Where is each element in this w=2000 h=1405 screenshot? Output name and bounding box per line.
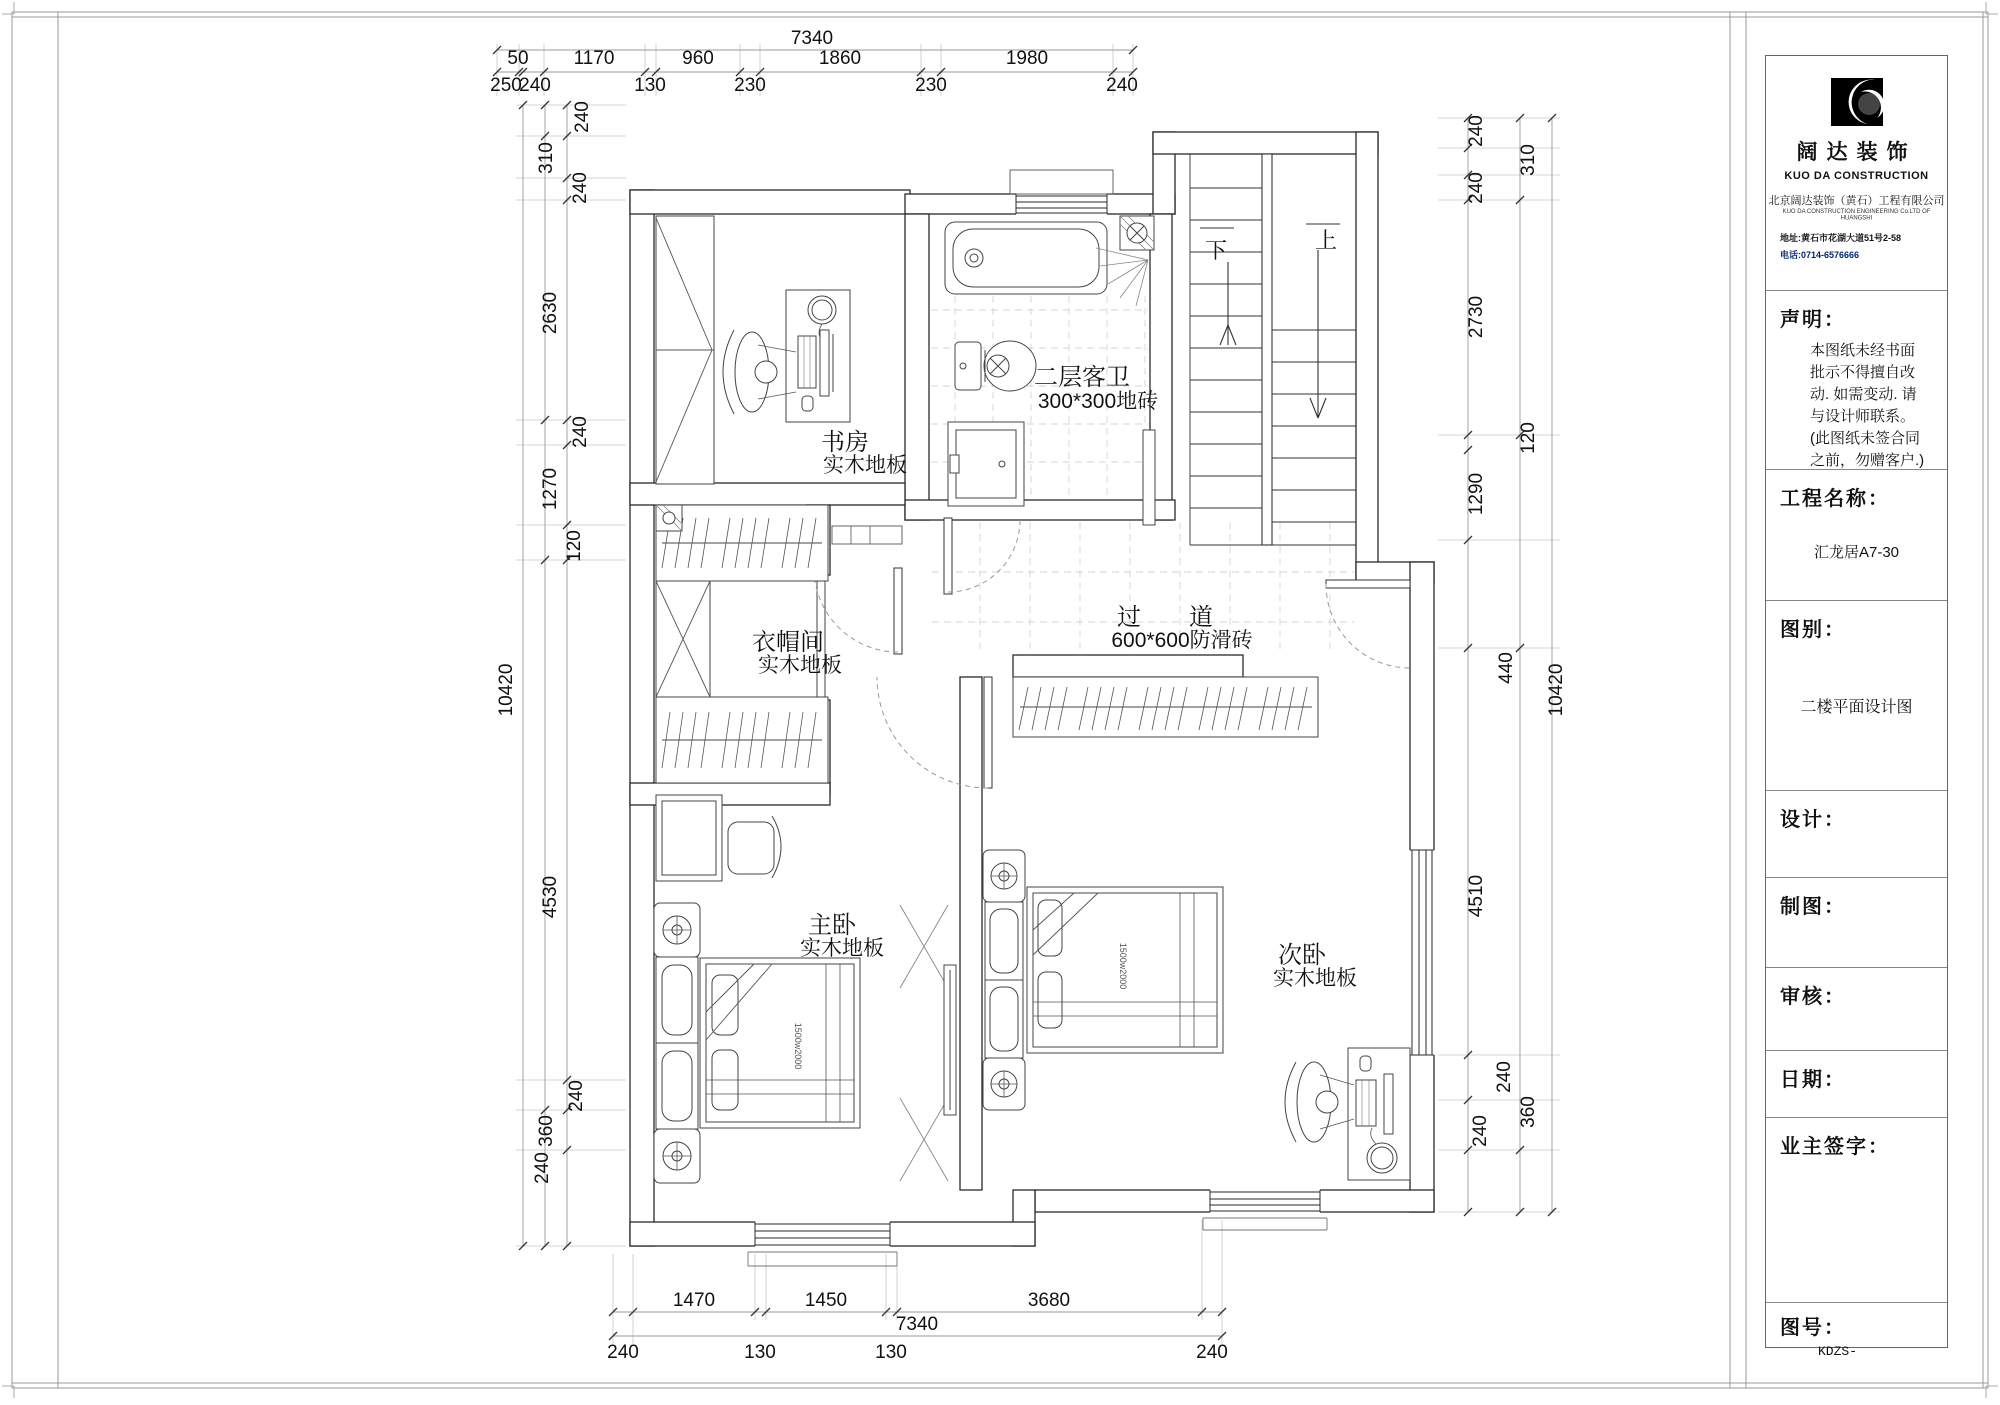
svg-text:360: 360	[536, 1115, 557, 1147]
dimensions-left	[496, 101, 593, 1184]
label-cloak: 衣帽间	[752, 629, 824, 656]
declaration-text: 本图纸未经书面 批示不得擅自改 动. 如需变动. 请 与设计师联系。 (此图纸未签合同 之前，勿赠客户.)	[1810, 342, 1925, 469]
svg-text:1270: 1270	[540, 467, 561, 511]
company-fullname-en: KUO DA CONSTRUCTION ENGINEERING Co.LTD OF HUANGSHI	[1782, 208, 1931, 222]
second-bed	[1027, 887, 1223, 1053]
wall-partition	[960, 677, 982, 1190]
label-master-floor: 实木地板	[800, 937, 884, 960]
company-logo-icon	[1831, 78, 1883, 126]
svg-text:1980: 1980	[1005, 48, 1049, 69]
master-bed	[700, 958, 860, 1128]
svg-text:1860: 1860	[818, 48, 862, 69]
figure-no-value: KDZS-	[1818, 1344, 1858, 1359]
svg-text:2630: 2630	[540, 291, 561, 335]
dim-bottom-overall: 7340	[895, 1314, 939, 1335]
label-corridor-floor: 600*600防滑砖	[1111, 629, 1253, 652]
title-block	[1765, 55, 1948, 1359]
svg-text:230: 230	[915, 75, 947, 96]
cloak-wardrobe-box	[656, 581, 710, 697]
svg-text:130: 130	[744, 1342, 776, 1363]
wall-bath-bottom	[905, 500, 1175, 520]
declaration-section	[1766, 291, 1947, 470]
second-furniture	[983, 677, 1410, 1180]
stair-label-down: 下	[1205, 238, 1228, 263]
svg-text:960: 960	[682, 48, 714, 69]
figure-type-section	[1766, 601, 1947, 791]
svg-text:240: 240	[1494, 1061, 1515, 1093]
svg-text:4510: 4510	[1466, 874, 1487, 918]
svg-text:230: 230	[734, 75, 766, 96]
designer-label: 设计：	[1780, 809, 1846, 831]
second-person	[1285, 1062, 1354, 1142]
wall-stair-right	[1356, 132, 1378, 584]
wall-second-top	[1013, 655, 1243, 677]
master-furniture	[654, 795, 956, 1183]
company-section	[1766, 78, 1947, 291]
figure-type-label: 图别：	[1780, 619, 1846, 641]
svg-text:240: 240	[532, 1152, 553, 1184]
svg-text:1170: 1170	[573, 48, 615, 69]
master-dressing-table	[656, 795, 722, 881]
svg-text:4530: 4530	[540, 875, 561, 919]
label-study-floor: 实木地板	[823, 454, 907, 477]
label-bath: 二层客卫	[1034, 364, 1130, 391]
project-name-section	[1766, 470, 1947, 601]
window-bath-top	[1010, 170, 1113, 216]
master-nightstand-2	[654, 1129, 700, 1183]
svg-text:440: 440	[1496, 652, 1517, 684]
declaration-label: 声明：	[1780, 309, 1846, 331]
svg-text:310: 310	[1518, 144, 1539, 176]
company-phone: 电话:0714-6576666	[1780, 250, 1860, 260]
svg-text:130: 130	[634, 75, 666, 96]
vanity-cabinet	[948, 422, 1024, 506]
master-chair	[728, 816, 781, 878]
cloak-rack-bottom	[656, 697, 828, 783]
svg-text:1290: 1290	[1466, 472, 1487, 516]
owner-signature-label: 业主签字：	[1780, 1136, 1890, 1158]
svg-text:310: 310	[536, 142, 557, 174]
master-wardrobe-units	[656, 957, 698, 1129]
dim-right-overall: 10420	[1546, 663, 1567, 717]
window-second-right	[1408, 850, 1436, 1055]
stairs	[1190, 154, 1356, 545]
window-master-bottom	[748, 1220, 897, 1266]
second-nightstand-1	[983, 850, 1025, 902]
wall-bath-left	[905, 214, 929, 520]
svg-text:240: 240	[570, 172, 591, 204]
svg-text:240: 240	[1106, 75, 1138, 96]
svg-text:120: 120	[1518, 422, 1539, 454]
figure-no-label: 图号：	[1780, 1317, 1846, 1339]
date-label: 日期：	[1780, 1069, 1846, 1091]
wall-stair-top	[1153, 132, 1378, 154]
svg-text:120: 120	[564, 530, 585, 562]
drafter-label: 制图：	[1780, 896, 1846, 918]
wall-study-bottom	[630, 483, 905, 505]
svg-text:240: 240	[1470, 1115, 1491, 1147]
svg-text:130: 130	[875, 1342, 907, 1363]
wall-left	[630, 190, 654, 1246]
svg-text:240: 240	[1196, 1342, 1228, 1363]
stair-arrow-up	[1306, 224, 1340, 418]
second-nightstand-2	[983, 1058, 1025, 1110]
door-second	[1326, 580, 1410, 668]
dim-left-overall: 10420	[496, 663, 517, 717]
dimensions-bottom	[607, 1290, 1228, 1363]
bathtub	[945, 222, 1107, 294]
project-name-label: 工程名称：	[1780, 488, 1890, 510]
second-bed-size: 1500w2000	[1118, 942, 1128, 990]
tv-unit	[944, 965, 956, 1115]
svg-text:240: 240	[570, 416, 591, 448]
svg-text:240: 240	[1466, 172, 1487, 204]
second-closet-rack	[1013, 677, 1318, 737]
project-name-value: 汇龙居A7-30	[1813, 544, 1900, 561]
label-master: 主卧	[808, 912, 856, 939]
svg-text:240: 240	[572, 101, 593, 133]
figure-no-section	[1766, 1303, 1947, 1371]
second-wardrobe-units	[985, 902, 1023, 1058]
toilet	[955, 341, 1036, 391]
study-person	[723, 330, 796, 414]
svg-text:240: 240	[566, 1080, 587, 1112]
label-study: 书房	[821, 429, 869, 456]
label-second-floor: 实木地板	[1273, 967, 1357, 990]
company-name-cn: 阔达装饰	[1796, 141, 1917, 164]
master-bed-size: 1500w2000	[793, 1022, 803, 1070]
dimensions-top	[490, 28, 1138, 96]
study-wardrobe	[656, 216, 714, 484]
svg-text:50: 50	[507, 48, 529, 69]
cloak-rack-top	[656, 505, 828, 581]
reviewer-label: 审核：	[1780, 986, 1846, 1008]
partition-brace-lines	[900, 905, 948, 1181]
svg-text:250: 250	[490, 75, 522, 96]
transom-corridor	[832, 526, 902, 544]
label-cloak-floor: 实木地板	[758, 654, 842, 677]
svg-text:2730: 2730	[1466, 295, 1487, 339]
bathroom-fixtures	[945, 216, 1154, 506]
date-section	[1766, 1051, 1947, 1118]
svg-text:360: 360	[1518, 1096, 1539, 1128]
stair-label-up: 上	[1315, 228, 1338, 253]
drafter-section	[1766, 878, 1947, 968]
company-fullname-cn: 北京阔达装饰（黄石）工程有限公司	[1768, 195, 1945, 207]
figure-type-value: 二楼平面设计图	[1800, 699, 1913, 716]
designer-section	[1766, 791, 1947, 878]
svg-text:1470: 1470	[672, 1290, 716, 1311]
svg-text:1450: 1450	[804, 1290, 848, 1311]
reviewer-section	[1766, 968, 1947, 1051]
dim-top-overall: 7340	[790, 28, 834, 49]
svg-text:240: 240	[607, 1342, 639, 1363]
svg-text:240: 240	[1466, 115, 1487, 147]
label-corridor: 过 道	[1117, 604, 1213, 631]
master-nightstand-1	[654, 903, 700, 957]
svg-text:240: 240	[519, 75, 551, 96]
owner-signature-section	[1766, 1118, 1947, 1303]
corridor-end-frame	[1143, 430, 1155, 525]
wall-study-top	[630, 190, 910, 214]
door-bath	[944, 518, 1020, 594]
second-desk	[1348, 1048, 1410, 1180]
label-second: 次卧	[1278, 942, 1326, 969]
label-bath-floor: 300*300地砖	[1037, 390, 1159, 413]
svg-text:3680: 3680	[1027, 1290, 1071, 1311]
company-name-en: KUO DA CONSTRUCTION	[1784, 170, 1929, 182]
study-desk	[786, 290, 850, 422]
company-address: 地址:黄石市花湖大道51号2-58	[1780, 233, 1902, 243]
